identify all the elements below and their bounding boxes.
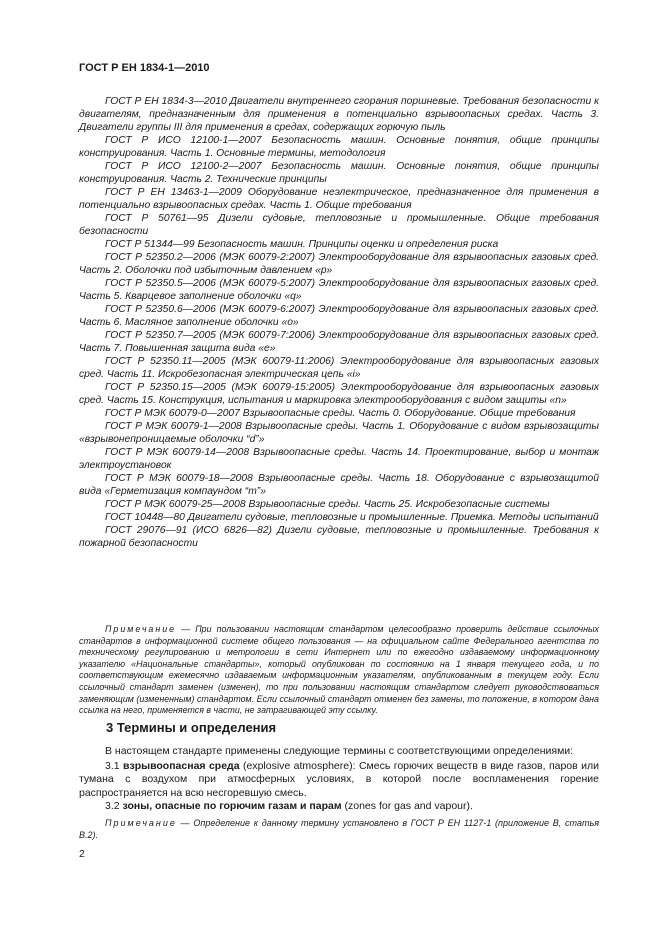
section-intro: В настоящем стандарте применены следующие термины с соответствующими определениями: xyxy=(105,745,574,757)
reference-item: ГОСТ Р 52350.6—2006 (МЭК 60079-6:2007) Электрооборудование для взрывоопасных газовых сред. Часть 6. Масляное заполнение оболочки «о» xyxy=(79,304,599,328)
reference-item: ГОСТ Р 52350.15—2005 (МЭК 60079-15:2005) Электрооборудование для взрывоопасных газовых сред. Часть 15. Конструкция, испытания и маркировка электрооборудования с видом защиты «n» xyxy=(79,382,599,406)
reference-item: ГОСТ Р МЭК 60079-1—2008 Взрывоопасные среды. Часть 1. Оборудование с видом взрывозащиты «взрывонепроницаемые оболочки “d”» xyxy=(79,421,599,445)
reference-item: ГОСТ Р 52350.2—2006 (МЭК 60079-2:2007) Электрооборудование для взрывоопасных газовых сред. Часть 2. Оболочки под избыточным давлением «р» xyxy=(79,252,599,276)
note-text: — При пользовании настоящим стандартом целесообразно проверить действие ссылочных стандартов в информационной системе общего пользования — на официальном сайте Федерального агентства по техническому регулированию и метрологии в сети Интернет или по ежегодно издаваемому информационному указателю «Национальные стандарты», который опубликован по состоянию на 1 января текущего года, и по соответствующим ежемесячно издаваемым информационным указателям, опубликованным в текущем году. Если ссылочный стандарт заменен (изменен), то при пользовании настоящим стандартом следует руководствоваться заменяющим (измененным) стандартом. Если ссылочный стандарт отменен без замены, то положение, в котором дана ссылка на него, применяется в части, не затрагивающей эту ссылку. xyxy=(79,624,599,716)
term-3-2 xyxy=(79,800,599,813)
reference-item: ГОСТ Р ЕН 13463-1—2009 Оборудование неэлектрическое, предназначенное для применения в потенциально взрывоопасных средах. Часть 1. Общие требования xyxy=(79,187,599,211)
reference-item: ГОСТ Р ЕН 1834-3—2010 Двигатели внутреннего сгорания поршневые. Требования безопасности к двигателям, предназначенным для применения в потенциально взрывоопасных средах. Часть 3. Двигатели группы III для применения в средах, содержащих горючую пыль xyxy=(79,96,599,133)
reference-item: ГОСТ Р МЭК 60079-14—2008 Взрывоопасные среды. Часть 14. Проектирование, выбор и монтаж электроустановок xyxy=(79,447,599,471)
page-number: 2 xyxy=(79,848,85,860)
reference-item: ГОСТ Р МЭК 60079-25—2008 Взрывоопасные среды. Часть 25. Искробезопасные системы xyxy=(105,499,550,510)
term-number: 3.2 xyxy=(105,800,123,812)
reference-item: ГОСТ 10448—80 Двигатели судовые, тепловозные и промышленные. Приемка. Методы испытаний xyxy=(105,512,599,523)
note-text: — Определение к данному термину установлено в ГОСТ Р ЕН 1127-1 (приложение В, статья В.2). xyxy=(79,818,599,840)
note-label: Примечание xyxy=(105,818,177,828)
note-term xyxy=(79,818,599,841)
references-list xyxy=(79,95,599,550)
term-name: зоны, опасные по горючим газам и парам xyxy=(122,800,342,812)
reference-item: ГОСТ Р ИСО 12100-2—2007 Безопасность машин. Основные понятия, общие принципы конструирования. Часть 2. Технические принципы xyxy=(79,161,599,185)
term-definition: (explosive atmosphere): Смесь горючих веществ в виде газов, паров или тумана с воздухом при атмосферных условиях, в которой после воспламенения горение распространяется на всю несгоревшую смесь. xyxy=(79,760,600,799)
reference-item: ГОСТ Р 52350.7—2005 (МЭК 60079-7:2006) Электрооборудование для взрывоопасных газовых сред. Часть 7. Повышенная защита вида «е» xyxy=(79,330,599,354)
term-name: взрывоопасная среда xyxy=(123,760,240,772)
term-number: 3.1 xyxy=(105,760,124,772)
note-label: Примечание xyxy=(105,624,177,634)
reference-item: ГОСТ Р 51344—99 Безопасность машин. Принципы оценки и определения риска xyxy=(105,239,499,250)
reference-item: ГОСТ Р 52350.11—2005 (МЭК 60079-11:2006) Электрооборудование для взрывоопасных газовых сред. Часть 11. Искробезопасная электрическая цепь «i» xyxy=(79,356,599,380)
reference-item: ГОСТ Р МЭК 60079-18—2008 Взрывоопасные среды. Часть 18. Оборудование с взрывозащитой вида «Герметизация компаундом “m”» xyxy=(79,473,599,497)
reference-item: ГОСТ 29076—91 (ИСО 6826—82) Дизели судовые, тепловозные и промышленные. Требования к пожарной безопасности xyxy=(79,525,599,549)
page-header: ГОСТ Р ЕН 1834-1—2010 xyxy=(79,62,210,74)
note-references xyxy=(79,624,599,717)
reference-item: ГОСТ Р 50761—95 Дизели судовые, тепловозные и промышленные. Общие требования безопасности xyxy=(79,213,599,237)
reference-item: ГОСТ Р ИСО 12100-1—2007 Безопасность машин. Основные понятия, общие принципы конструирования. Часть 1. Основные термины, методология xyxy=(79,135,599,159)
reference-item: ГОСТ Р МЭК 60079-0—2007 Взрывоопасные среды. Часть 0. Оборудование. Общие требования xyxy=(105,408,576,419)
term-3-1 xyxy=(79,760,599,800)
section-title: 3 Термины и определения xyxy=(106,720,277,735)
reference-item: ГОСТ Р 52350.5—2006 (МЭК 60079-5:2007) Электрооборудование для взрывоопасных газовых сред. Часть 5. Кварцевое заполнение оболочки «q» xyxy=(79,278,599,302)
term-definition: (zones for gas and vapour). xyxy=(341,800,473,812)
